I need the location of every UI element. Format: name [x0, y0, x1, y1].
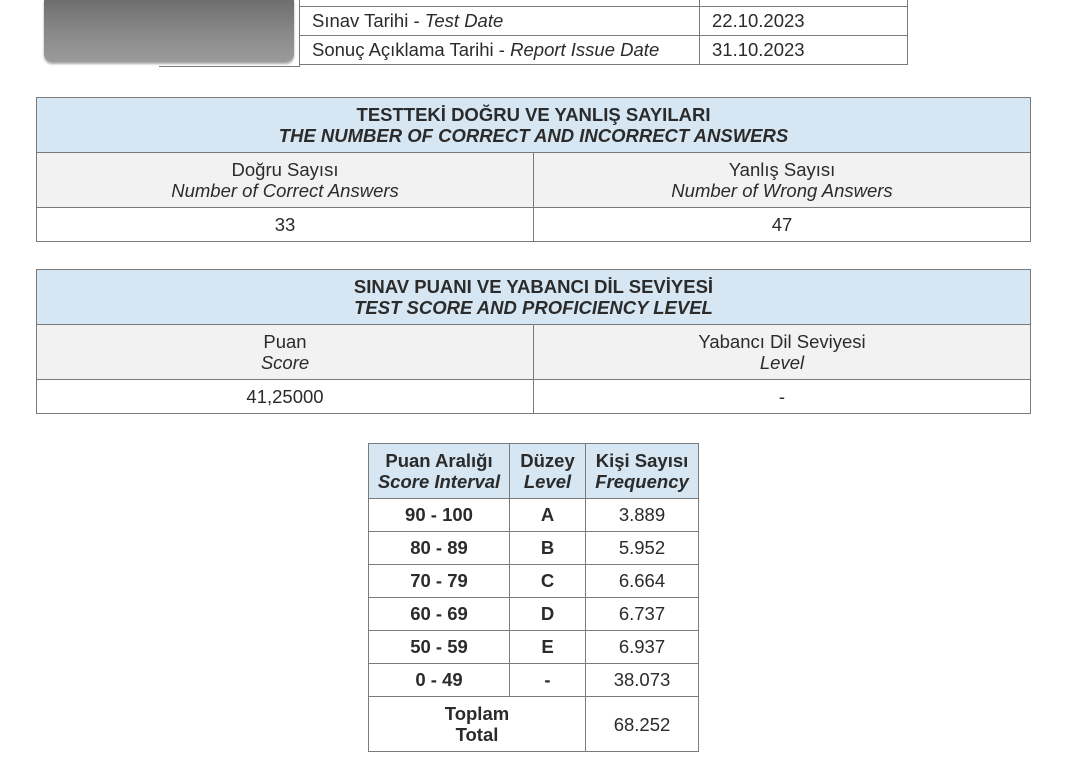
table-row: 70 - 79 C 6.664 [369, 565, 699, 598]
info-row-test-date [300, 7, 908, 36]
wrong-header: Yanlış Sayısı Number of Wrong Answers [534, 153, 1031, 208]
total-row [369, 697, 699, 752]
level-value: - [534, 380, 1031, 414]
exam-info-table [299, 0, 908, 65]
interval-header: Puan Aralığı Score Interval [369, 444, 510, 499]
table-row: 60 - 69 D 6.737 [369, 598, 699, 631]
score-title: SINAV PUANI VE YABANCI DİL SEVİYESİ TEST SCORE AND PROFICIENCY LEVEL [37, 270, 1031, 325]
answers-title: TESTTEKİ DOĞRU VE YANLIŞ SAYILARI THE NUMBER OF CORRECT AND INCORRECT ANSWERS [37, 98, 1031, 153]
table-row: 90 - 100 A 3.889 [369, 499, 699, 532]
total-label: Toplam Total [369, 697, 586, 752]
frequency-header: Kişi Sayısı Frequency [586, 444, 699, 499]
table-row: 80 - 89 B 5.952 [369, 532, 699, 565]
score-table [36, 269, 1031, 414]
distribution-header [369, 444, 699, 499]
table-row: 50 - 59 E 6.937 [369, 631, 699, 664]
correct-count: 33 [37, 208, 534, 242]
report-date-value: 31.10.2023 [700, 36, 908, 65]
photo-frame [159, 0, 300, 67]
info-label: Sonuç Açıklama Tarihi - Report Issue Date [300, 36, 700, 65]
info-row-report-date [300, 36, 908, 65]
score-value: 41,25000 [37, 380, 534, 414]
score-distribution-table [368, 443, 699, 752]
correct-header: Doğru Sayısı Number of Correct Answers [37, 153, 534, 208]
level-header: Yabancı Dil Seviyesi Level [534, 325, 1031, 380]
wrong-count: 47 [534, 208, 1031, 242]
level-col-header: Düzey Level [510, 444, 586, 499]
answers-table [36, 97, 1031, 242]
score-header: Puan Score [37, 325, 534, 380]
info-label: Sınav Tarihi - Test Date [300, 7, 700, 36]
test-date-value: 22.10.2023 [700, 7, 908, 36]
total-value: 68.252 [586, 697, 699, 752]
table-row: 0 - 49 - 38.073 [369, 664, 699, 697]
